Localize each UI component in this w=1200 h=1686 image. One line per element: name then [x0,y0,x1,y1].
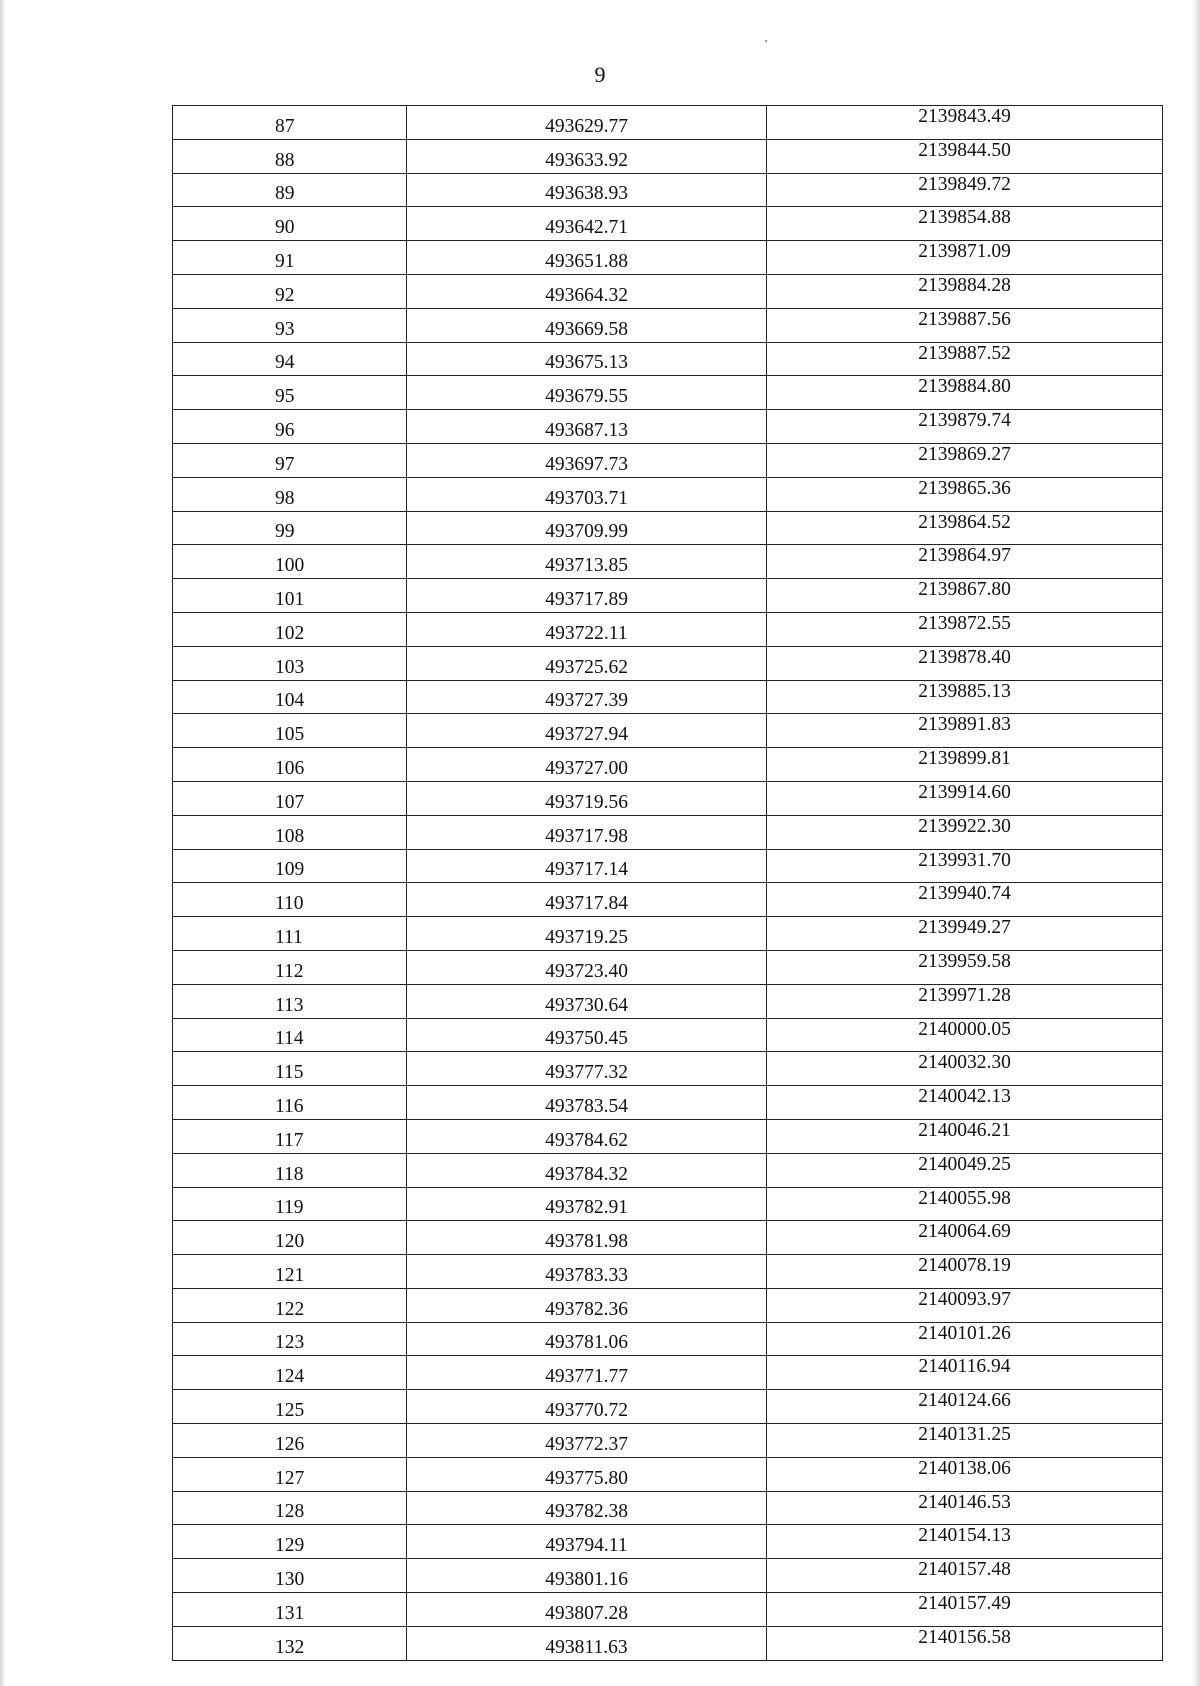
y-coordinate-cell: 2139864.52 [767,511,1163,545]
x-coordinate-cell: 493713.85 [407,545,767,579]
table-row [173,1491,1163,1525]
table-row [173,815,1163,849]
point-number-cell: 125 [173,1390,407,1424]
x-coordinate-cell: 493727.39 [407,680,767,714]
x-coordinate-cell: 493722.11 [407,612,767,646]
x-coordinate-cell: 493679.55 [407,376,767,410]
x-coordinate-cell: 493727.94 [407,714,767,748]
x-coordinate-cell: 493638.93 [407,173,767,207]
x-coordinate-cell: 493717.98 [407,815,767,849]
table-row [173,1424,1163,1458]
point-number-cell: 107 [173,781,407,815]
x-coordinate-cell: 493664.32 [407,274,767,308]
table-row [173,410,1163,444]
point-number-cell: 124 [173,1356,407,1390]
table-row [173,680,1163,714]
x-coordinate-cell: 493730.64 [407,984,767,1018]
point-number-cell: 105 [173,714,407,748]
point-number-cell: 101 [173,579,407,613]
coordinates-table-body [173,106,1163,1661]
point-number-cell: 102 [173,612,407,646]
x-coordinate-cell: 493697.73 [407,443,767,477]
y-coordinate-cell: 2140157.48 [767,1559,1163,1593]
table-row [173,1457,1163,1491]
x-coordinate-cell: 493781.98 [407,1221,767,1255]
x-coordinate-cell: 493781.06 [407,1322,767,1356]
coordinates-table [172,105,1163,1661]
page-number: 9 [594,62,606,87]
table-row [173,579,1163,613]
point-number-cell: 121 [173,1255,407,1289]
y-coordinate-cell: 2139869.27 [767,443,1163,477]
x-coordinate-cell: 493772.37 [407,1424,767,1458]
table-row [173,1187,1163,1221]
table-row [173,1086,1163,1120]
y-coordinate-cell: 2139887.52 [767,342,1163,376]
x-coordinate-cell: 493687.13 [407,410,767,444]
x-coordinate-cell: 493807.28 [407,1593,767,1627]
y-coordinate-cell: 2140000.05 [767,1018,1163,1052]
x-coordinate-cell: 493669.58 [407,308,767,342]
table-row [173,443,1163,477]
x-coordinate-cell: 493727.00 [407,748,767,782]
x-coordinate-cell: 493703.71 [407,477,767,511]
point-number-cell: 128 [173,1491,407,1525]
point-number-cell: 93 [173,308,407,342]
y-coordinate-cell: 2140046.21 [767,1119,1163,1153]
y-coordinate-cell: 2139914.60 [767,781,1163,815]
table-row [173,1255,1163,1289]
scan-edge-right [1192,0,1200,1686]
table-row [173,849,1163,883]
table-row [173,376,1163,410]
table-row [173,950,1163,984]
table-row [173,1153,1163,1187]
table-row [173,477,1163,511]
point-number-cell: 126 [173,1424,407,1458]
x-coordinate-cell: 493717.14 [407,849,767,883]
table-row [173,511,1163,545]
y-coordinate-cell: 2139878.40 [767,646,1163,680]
y-coordinate-cell: 2139891.83 [767,714,1163,748]
table-row [173,207,1163,241]
y-coordinate-cell: 2139887.56 [767,308,1163,342]
point-number-cell: 114 [173,1018,407,1052]
y-coordinate-cell: 2140154.13 [767,1525,1163,1559]
point-number-cell: 87 [173,106,407,140]
point-number-cell: 90 [173,207,407,241]
y-coordinate-cell: 2139931.70 [767,849,1163,883]
x-coordinate-cell: 493717.89 [407,579,767,613]
x-coordinate-cell: 493719.25 [407,917,767,951]
point-number-cell: 127 [173,1457,407,1491]
y-coordinate-cell: 2140049.25 [767,1153,1163,1187]
point-number-cell: 98 [173,477,407,511]
x-coordinate-cell: 493723.40 [407,950,767,984]
table-row [173,714,1163,748]
table-row [173,308,1163,342]
table-row [173,342,1163,376]
x-coordinate-cell: 493784.32 [407,1153,767,1187]
table-row [173,1018,1163,1052]
point-number-cell: 117 [173,1119,407,1153]
y-coordinate-cell: 2139872.55 [767,612,1163,646]
y-coordinate-cell: 2139922.30 [767,815,1163,849]
x-coordinate-cell: 493777.32 [407,1052,767,1086]
y-coordinate-cell: 2139885.13 [767,680,1163,714]
table-row [173,883,1163,917]
y-coordinate-cell: 2139971.28 [767,984,1163,1018]
y-coordinate-cell: 2140042.13 [767,1086,1163,1120]
y-coordinate-cell: 2139843.49 [767,106,1163,140]
x-coordinate-cell: 493782.36 [407,1288,767,1322]
y-coordinate-cell: 2140138.06 [767,1457,1163,1491]
point-number-cell: 116 [173,1086,407,1120]
point-number-cell: 88 [173,139,407,173]
x-coordinate-cell: 493651.88 [407,241,767,275]
point-number-cell: 132 [173,1626,407,1660]
x-coordinate-cell: 493675.13 [407,342,767,376]
point-number-cell: 123 [173,1322,407,1356]
y-coordinate-cell: 2140146.53 [767,1491,1163,1525]
x-coordinate-cell: 493783.33 [407,1255,767,1289]
point-number-cell: 94 [173,342,407,376]
point-number-cell: 130 [173,1559,407,1593]
point-number-cell: 99 [173,511,407,545]
table-row [173,1356,1163,1390]
point-number-cell: 91 [173,241,407,275]
y-coordinate-cell: 2140156.58 [767,1626,1163,1660]
table-row [173,106,1163,140]
point-number-cell: 97 [173,443,407,477]
table-row [173,1593,1163,1627]
x-coordinate-cell: 493725.62 [407,646,767,680]
y-coordinate-cell: 2139849.72 [767,173,1163,207]
y-coordinate-cell: 2140032.30 [767,1052,1163,1086]
point-number-cell: 89 [173,173,407,207]
x-coordinate-cell: 493782.38 [407,1491,767,1525]
x-coordinate-cell: 493629.77 [407,106,767,140]
point-number-cell: 112 [173,950,407,984]
table-row [173,545,1163,579]
y-coordinate-cell: 2139940.74 [767,883,1163,917]
y-coordinate-cell: 2140064.69 [767,1221,1163,1255]
y-coordinate-cell: 2139864.97 [767,545,1163,579]
y-coordinate-cell: 2139899.81 [767,748,1163,782]
y-coordinate-cell: 2139884.80 [767,376,1163,410]
y-coordinate-cell: 2140157.49 [767,1593,1163,1627]
point-number-cell: 92 [173,274,407,308]
point-number-cell: 131 [173,1593,407,1627]
table-row [173,646,1163,680]
y-coordinate-cell: 2139865.36 [767,477,1163,511]
x-coordinate-cell: 493717.84 [407,883,767,917]
point-number-cell: 122 [173,1288,407,1322]
y-coordinate-cell: 2140124.66 [767,1390,1163,1424]
point-number-cell: 119 [173,1187,407,1221]
point-number-cell: 120 [173,1221,407,1255]
x-coordinate-cell: 493750.45 [407,1018,767,1052]
scan-speck [765,40,767,42]
point-number-cell: 104 [173,680,407,714]
y-coordinate-cell: 2139959.58 [767,950,1163,984]
table-row [173,612,1163,646]
y-coordinate-cell: 2139871.09 [767,241,1163,275]
table-row [173,1052,1163,1086]
y-coordinate-cell: 2140116.94 [767,1356,1163,1390]
point-number-cell: 109 [173,849,407,883]
table-row [173,1288,1163,1322]
x-coordinate-cell: 493770.72 [407,1390,767,1424]
point-number-cell: 96 [173,410,407,444]
y-coordinate-cell: 2140131.25 [767,1424,1163,1458]
x-coordinate-cell: 493719.56 [407,781,767,815]
y-coordinate-cell: 2139884.28 [767,274,1163,308]
y-coordinate-cell: 2140055.98 [767,1187,1163,1221]
point-number-cell: 100 [173,545,407,579]
y-coordinate-cell: 2140078.19 [767,1255,1163,1289]
point-number-cell: 110 [173,883,407,917]
x-coordinate-cell: 493771.77 [407,1356,767,1390]
y-coordinate-cell: 2139949.27 [767,917,1163,951]
y-coordinate-cell: 2140101.26 [767,1322,1163,1356]
table-row [173,1322,1163,1356]
x-coordinate-cell: 493709.99 [407,511,767,545]
table-row [173,1525,1163,1559]
point-number-cell: 111 [173,917,407,951]
table-row [173,917,1163,951]
table-row [173,1626,1163,1660]
table-row [173,984,1163,1018]
table-row [173,274,1163,308]
table-row [173,781,1163,815]
table-row [173,173,1163,207]
x-coordinate-cell: 493775.80 [407,1457,767,1491]
x-coordinate-cell: 493782.91 [407,1187,767,1221]
point-number-cell: 113 [173,984,407,1018]
table-row [173,1559,1163,1593]
y-coordinate-cell: 2139879.74 [767,410,1163,444]
y-coordinate-cell: 2139867.80 [767,579,1163,613]
table-row [173,1119,1163,1153]
point-number-cell: 115 [173,1052,407,1086]
x-coordinate-cell: 493801.16 [407,1559,767,1593]
x-coordinate-cell: 493633.92 [407,139,767,173]
point-number-cell: 103 [173,646,407,680]
x-coordinate-cell: 493642.71 [407,207,767,241]
point-number-cell: 118 [173,1153,407,1187]
y-coordinate-cell: 2139854.88 [767,207,1163,241]
table-row [173,1221,1163,1255]
x-coordinate-cell: 493783.54 [407,1086,767,1120]
x-coordinate-cell: 493811.63 [407,1626,767,1660]
table-row [173,139,1163,173]
point-number-cell: 106 [173,748,407,782]
point-number-cell: 108 [173,815,407,849]
x-coordinate-cell: 493784.62 [407,1119,767,1153]
point-number-cell: 129 [173,1525,407,1559]
table-row [173,748,1163,782]
x-coordinate-cell: 493794.11 [407,1525,767,1559]
scan-edge-left [0,0,6,1686]
y-coordinate-cell: 2139844.50 [767,139,1163,173]
y-coordinate-cell: 2140093.97 [767,1288,1163,1322]
table-row [173,241,1163,275]
point-number-cell: 95 [173,376,407,410]
table-row [173,1390,1163,1424]
